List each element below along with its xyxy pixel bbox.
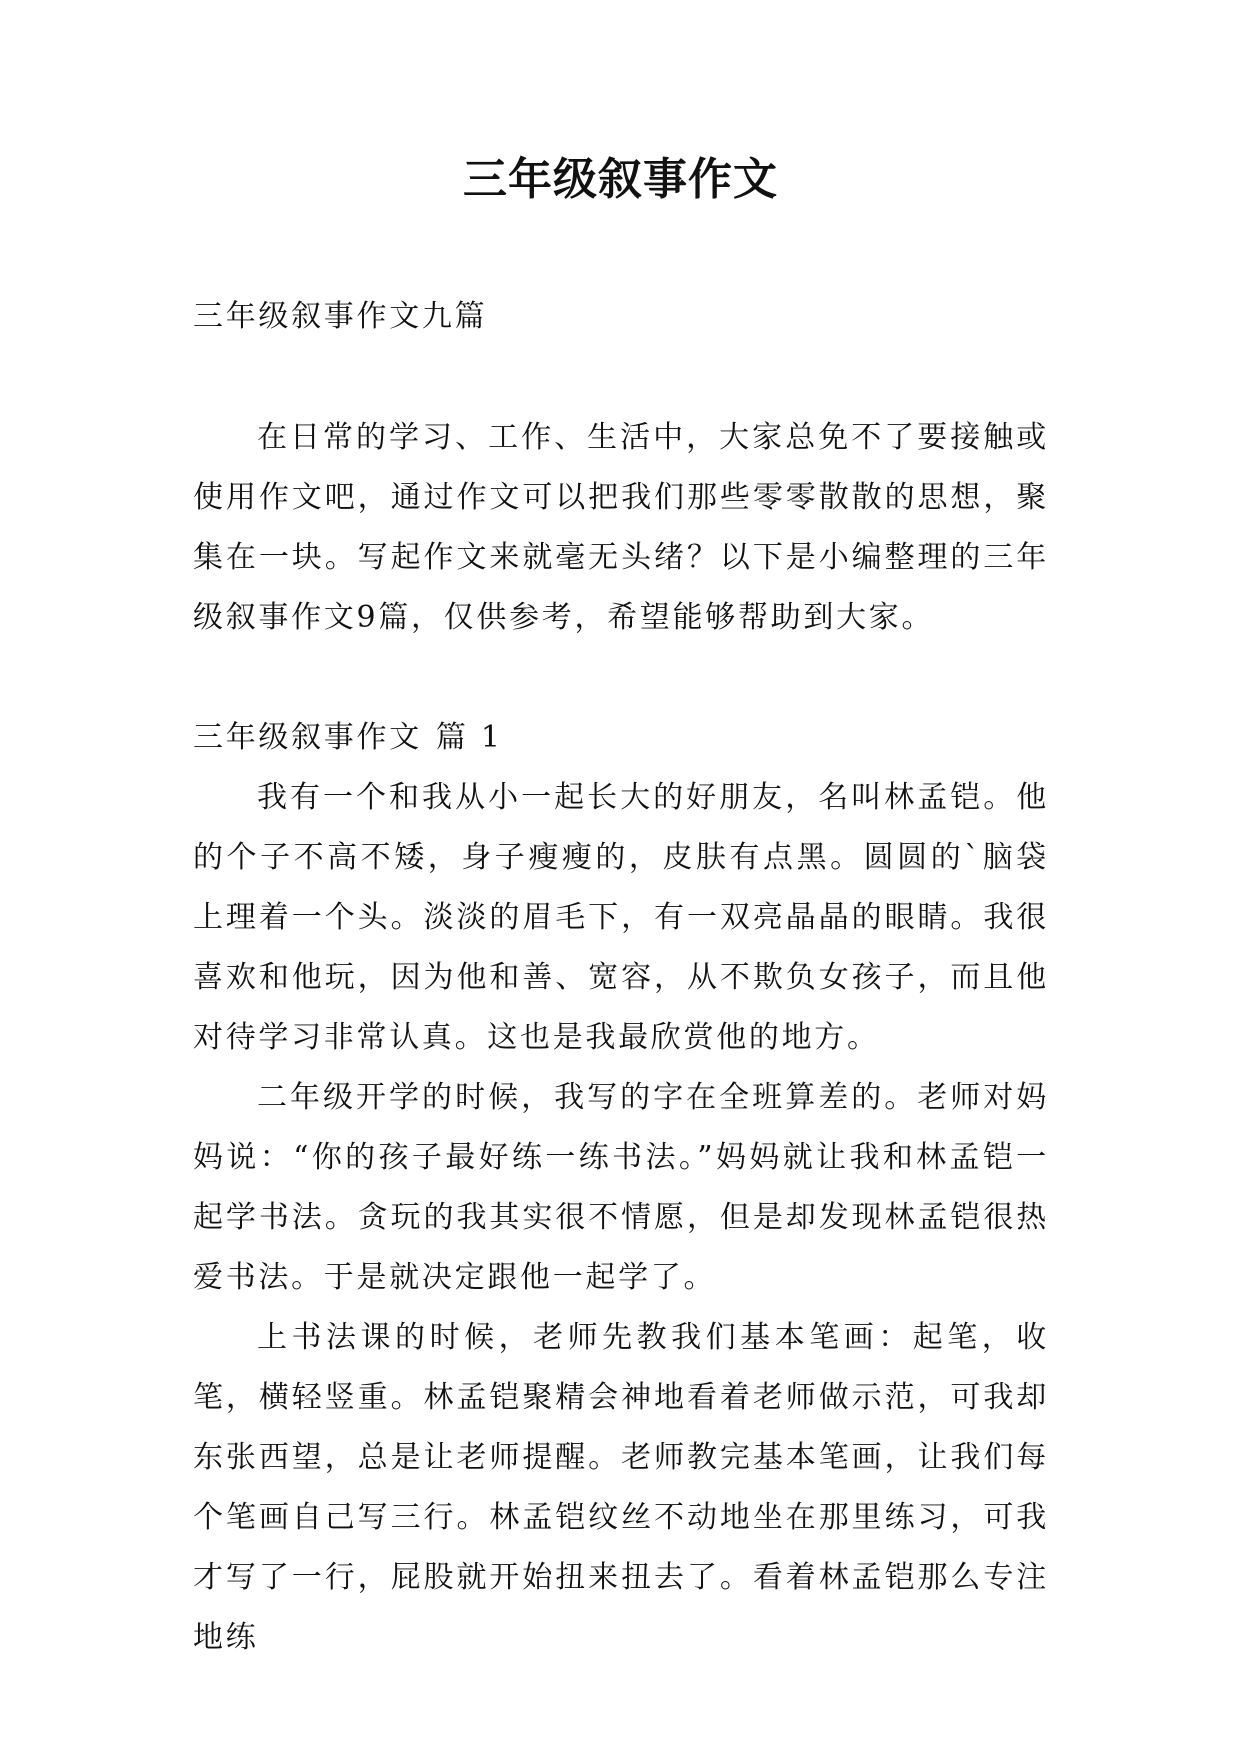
spacer bbox=[193, 347, 1049, 408]
section-heading-text: 三年级叙事作文 bbox=[193, 720, 422, 755]
document-subtitle: 三年级叙事作文九篇 bbox=[193, 299, 488, 334]
document-body bbox=[193, 287, 1049, 1668]
intro-paragraph: 在日常的学习、工作、生活中，大家总免不了要接触或使用作文吧，通过作文可以把我们那些零零散散的思想，聚集在一块。写起作文来就毫无头绪？以下是小编整理的三年级叙事作文9篇，仅供参考，希望能够帮助到大家。 bbox=[193, 420, 1049, 635]
document-title: 三年级叙事作文 bbox=[463, 154, 778, 205]
section-number: 篇 1 bbox=[435, 720, 503, 755]
body-paragraph: 上书法课的时候，老师先教我们基本笔画：起笔，收笔，横轻竖重。林孟铠聚精会神地看着老师做示范，可我却东张西望，总是让老师提醒。老师教完基本笔画，让我们每个笔画自己写三行。林孟铠纹丝不动地坐在那里练习，可我才写了一行，屁股就开始扭来扭去了。看着林孟铠那么专注地练 bbox=[193, 1320, 1049, 1655]
body-paragraph: 二年级开学的时候，我写的字在全班算差的。老师对妈妈说：“你的孩子最好练一练书法。”妈妈就让我和林孟铠一起学书法。贪玩的我其实很不情愿，但是却发现林孟铠很热爱书法。于是就决定跟他一起学了。 bbox=[193, 1080, 1049, 1295]
section-heading bbox=[193, 708, 1049, 768]
body-paragraph: 我有一个和我从小一起长大的好朋友，名叫林孟铠。他的个子不高不矮，身子瘦瘦的，皮肤有点黑。圆圆的`脑袋上理着一个头。淡淡的眉毛下，有一双亮晶晶的眼睛。我很喜欢和他玩，因为他和善、宽容，从不欺负女孩子，而且他对待学习非常认真。这也是我最欣赏他的地方。 bbox=[193, 780, 1049, 1055]
spacer bbox=[193, 648, 1049, 708]
